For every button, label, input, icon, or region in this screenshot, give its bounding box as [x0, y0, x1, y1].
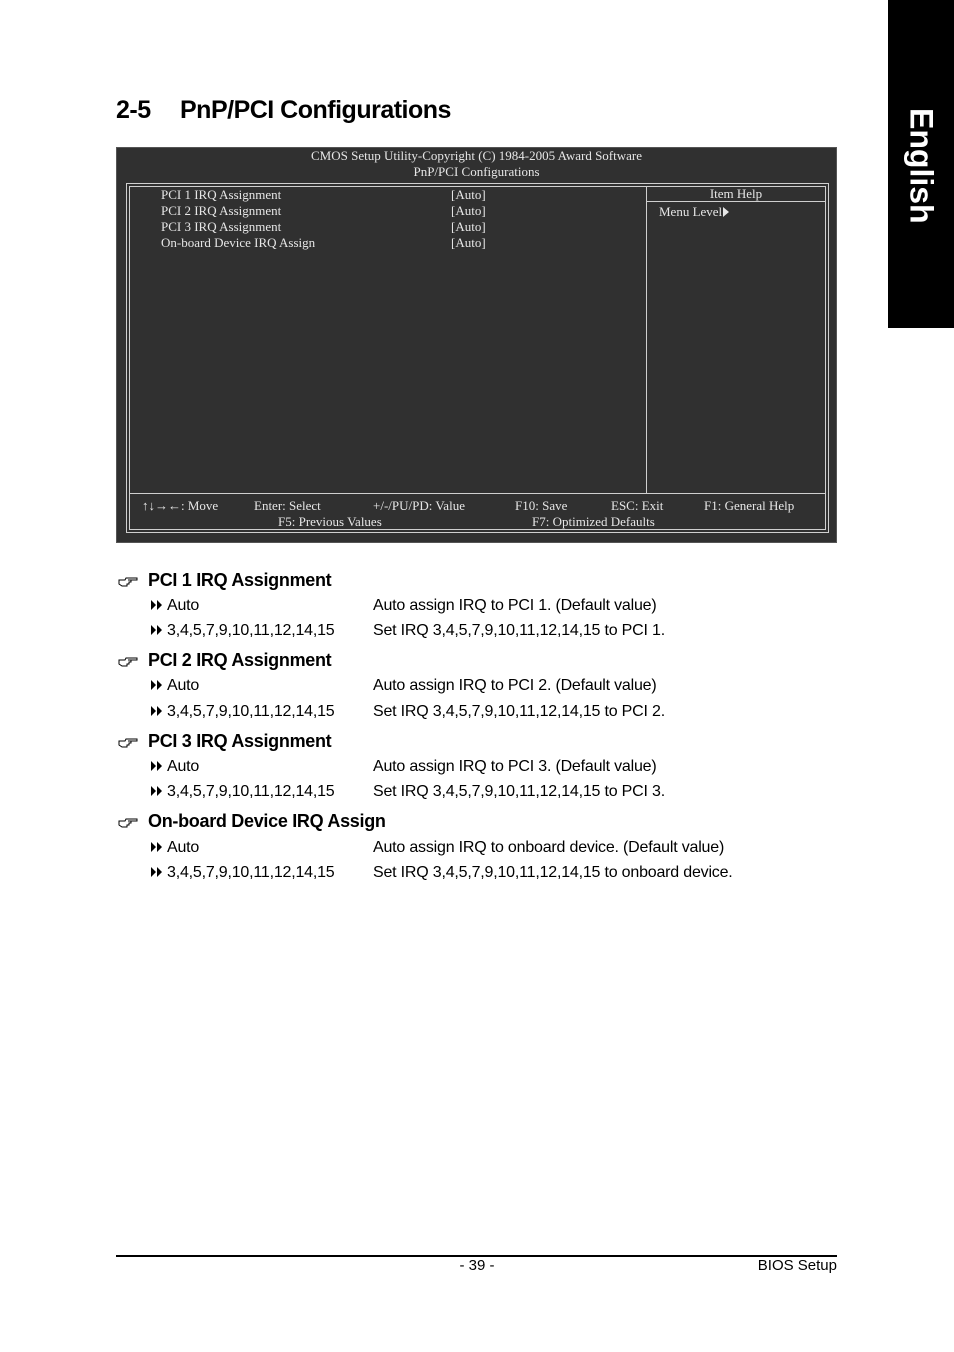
double-arrow-right-icon	[150, 866, 164, 878]
option-value-label: 3,4,5,7,9,10,11,12,14,15	[167, 703, 335, 720]
bios-screenshot	[116, 147, 837, 543]
option-value-label: 3,4,5,7,9,10,11,12,14,15	[167, 864, 335, 881]
bios-divider-horizontal	[130, 493, 825, 494]
option-description: Auto assign IRQ to PCI 3. (Default value)	[373, 758, 657, 775]
menu-level-label: Menu Level	[659, 204, 723, 219]
double-arrow-right-icon	[150, 705, 164, 717]
triangle-right-icon	[723, 207, 729, 217]
bios-divider-vertical	[646, 187, 647, 493]
page-number: - 39 -	[459, 1257, 495, 1274]
menu-level	[659, 204, 729, 220]
bios-setting-label: PCI 3 IRQ Assignment	[161, 219, 282, 234]
bios-setting-pci3[interactable]	[161, 219, 486, 235]
bios-frame	[126, 183, 829, 533]
bios-setting-value[interactable]: [Auto]	[451, 187, 486, 202]
bios-setting-value[interactable]: [Auto]	[451, 219, 486, 234]
help-header-divider	[647, 201, 825, 202]
option-value-label: Auto	[167, 839, 200, 856]
option-value	[150, 758, 199, 776]
bios-setting-value[interactable]: [Auto]	[451, 203, 486, 218]
section-heading	[116, 96, 451, 125]
section-title: PnP/PCI Configurations	[180, 96, 451, 124]
double-arrow-right-icon	[150, 760, 164, 772]
option-value-label: 3,4,5,7,9,10,11,12,14,15	[167, 622, 335, 639]
option-description: Set IRQ 3,4,5,7,9,10,11,12,14,15 to onboard device.	[373, 864, 733, 881]
option-value	[150, 864, 335, 882]
bios-title-line2: PnP/PCI Configurations	[413, 164, 540, 179]
double-arrow-right-icon	[150, 679, 164, 691]
language-tab-label: English	[903, 108, 940, 224]
option-heading-label: PCI 3 IRQ Assignment	[148, 731, 332, 751]
pointing-hand-icon	[118, 736, 138, 748]
bios-setting-label: PCI 1 IRQ Assignment	[161, 187, 282, 202]
pointing-hand-icon	[118, 655, 138, 667]
option-value	[150, 677, 199, 695]
option-value	[150, 597, 199, 615]
pointing-hand-icon	[118, 816, 138, 828]
key-move: ↑↓→←: Move	[142, 498, 219, 513]
option-value-label: 3,4,5,7,9,10,11,12,14,15	[167, 783, 335, 800]
option-description: Auto assign IRQ to PCI 1. (Default value)	[373, 597, 657, 614]
key-f7: F7: Optimized Defaults	[532, 514, 655, 529]
option-heading-pci2	[118, 650, 331, 671]
option-heading-pci3	[118, 731, 331, 752]
double-arrow-right-icon	[150, 599, 164, 611]
key-esc: ESC: Exit	[611, 498, 664, 513]
option-value	[150, 839, 199, 857]
option-heading-label: On-board Device IRQ Assign	[148, 811, 386, 831]
pointing-hand-icon	[118, 575, 138, 587]
option-description: Auto assign IRQ to onboard device. (Default value)	[373, 839, 725, 856]
bios-frame-inner	[129, 186, 826, 530]
double-arrow-right-icon	[150, 624, 164, 636]
option-description: Auto assign IRQ to PCI 2. (Default value)	[373, 677, 657, 694]
double-arrow-right-icon	[150, 785, 164, 797]
section-number: 2-5	[116, 96, 151, 124]
option-value	[150, 703, 335, 721]
key-value: +/-/PU/PD: Value	[373, 498, 465, 513]
key-f1: F1: General Help	[704, 498, 795, 513]
option-heading-pci1	[118, 570, 331, 591]
option-value	[150, 783, 335, 801]
item-help-title: Item Help	[709, 186, 763, 201]
option-heading-label: PCI 1 IRQ Assignment	[148, 570, 332, 590]
bios-setting-value[interactable]: [Auto]	[451, 235, 486, 250]
language-tab	[888, 0, 954, 328]
option-description: Set IRQ 3,4,5,7,9,10,11,12,14,15 to PCI 3.	[373, 783, 665, 800]
option-value-label: Auto	[167, 677, 200, 694]
key-enter: Enter: Select	[254, 498, 321, 513]
option-value-label: Auto	[167, 758, 200, 775]
bios-setting-onboard[interactable]	[161, 235, 486, 251]
double-arrow-right-icon	[150, 841, 164, 853]
option-heading-onboard	[118, 811, 386, 832]
key-f5: F5: Previous Values	[278, 514, 382, 529]
footer-section-name: BIOS Setup	[757, 1257, 837, 1274]
bios-setting-label: On-board Device IRQ Assign	[161, 235, 316, 250]
option-heading-label: PCI 2 IRQ Assignment	[148, 650, 332, 670]
key-f10: F10: Save	[515, 498, 568, 513]
language-tab-label-wrap	[888, 0, 954, 328]
option-description: Set IRQ 3,4,5,7,9,10,11,12,14,15 to PCI 2.	[373, 703, 665, 720]
option-value	[150, 622, 335, 640]
bios-setting-pci2[interactable]	[161, 203, 486, 219]
bios-setting-pci1[interactable]	[161, 187, 486, 203]
bios-setting-label: PCI 2 IRQ Assignment	[161, 203, 282, 218]
option-description: Set IRQ 3,4,5,7,9,10,11,12,14,15 to PCI 1.	[373, 622, 665, 639]
bios-title-line1: CMOS Setup Utility-Copyright (C) 1984-2005 Award Software	[310, 148, 642, 163]
option-value-label: Auto	[167, 597, 200, 614]
